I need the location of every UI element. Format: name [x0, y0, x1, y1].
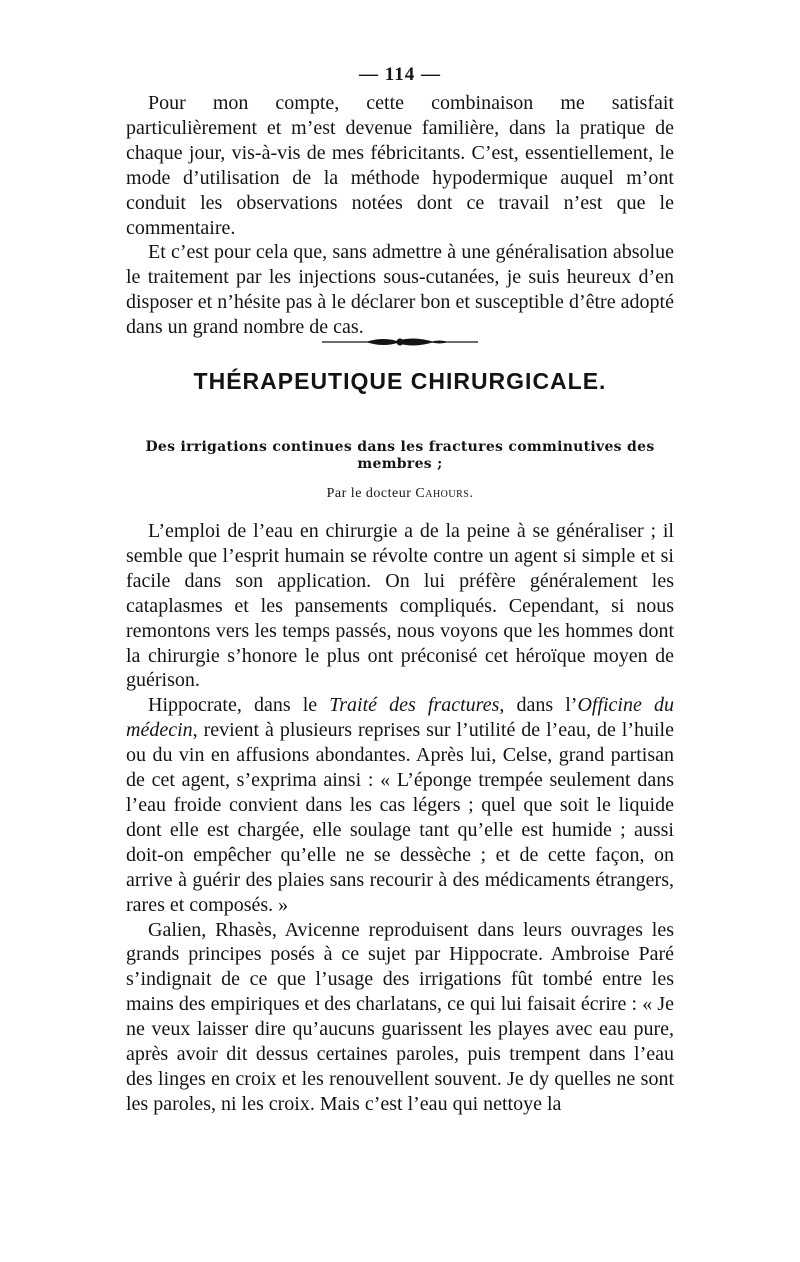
article-body: [126, 519, 674, 1117]
book-title: Traité des fractures: [329, 694, 500, 717]
author-name: Cahours.: [415, 486, 474, 501]
ornament-divider: [322, 335, 478, 349]
body-paragraph-1: L’emploi de l’eau en chirurgie a de la peine à se généraliser ; il semble que l’esprit humain se révolte contre un agent si simple et si facile dans son application. On lui préfère généralement les cataplasmes et les pansements compliqués. Cependant, si nous remontons vers les temps passés, nous voyons que les hommes dont la chirurgie s’honore le plus ont préconisé cet héroïque moyen de guérison.: [126, 520, 674, 692]
body-text: , dans l’: [499, 694, 578, 717]
body-paragraph-3: Galien, Rhasès, Avicenne reproduisent dans leurs ouvrages les grands principes posés à ce sujet par Hippocrate. Ambroise Paré s’indignait de ce que l’usage des irrigations fût tombé entre les mains des empiriques et des charlatans, ce qui lui faisait écrire : « Je ne veux laisser dire qu’aucuns guarissent les playes avec eau pure, après avoir dit dessus certaines paroles, puis trempent dans l’eau des linges en croix et les renouvellent souvent. Je dy quelles ne sont les paroles, ni les croix. Mais c’est l’eau qui nettoye la: [126, 918, 674, 1115]
intro-paragraph: Et c’est pour cela que, sans admettre à une généralisation absolue le traitement par les injections sous-cutanées, je suis heureux d’en disposer et n’hésite pas à le déclarer bon et susceptible d’être adopté dans un grand nombre de cas.: [126, 241, 674, 339]
intro-paragraph: Pour mon compte, cette combinaison me satisfait particulièrement et m’est devenue familière, dans la pratique de chaque jour, vis-à-vis de mes fébricitants. C’est, essentiellement, le mode d’utilisation de la méthode hypodermique auquel m’ont conduit les observations notées dont ce travail n’est que le commentaire.: [126, 92, 674, 239]
book-title: Officine du médecin: [126, 694, 674, 742]
body-text: , revient à plusieurs reprises sur l’utilité de l’eau, de l’huile ou du vin en affusions abondantes. Après lui, Celse, grand partisan de cet agent, s’exprima ainsi : « L’éponge trempée seulement dans l’eau froide convient dans les cas légers ; quel que soit le liquide dont elle est chargée, elle soulage tant qu’elle est humide ; aussi doit-on empêcher qu’elle ne se dessèche ; et de cette façon, on arrive à guérir des plaies sans recourir à des médicaments étrangers, rares et composés. »: [126, 719, 674, 916]
intro-text: [126, 91, 674, 340]
author-line: [0, 486, 800, 502]
page-number: — 114 —: [359, 64, 441, 85]
body-paragraph-2: [126, 693, 674, 917]
body-text: Hippocrate, dans le: [148, 694, 330, 717]
author-prefix: Par le docteur: [326, 486, 412, 501]
section-title: THÉRAPEUTIQUE CHIRURGICALE.: [193, 368, 607, 394]
article-title: Des irrigations continues dans les fractures comminutives des membres ;: [145, 439, 655, 472]
